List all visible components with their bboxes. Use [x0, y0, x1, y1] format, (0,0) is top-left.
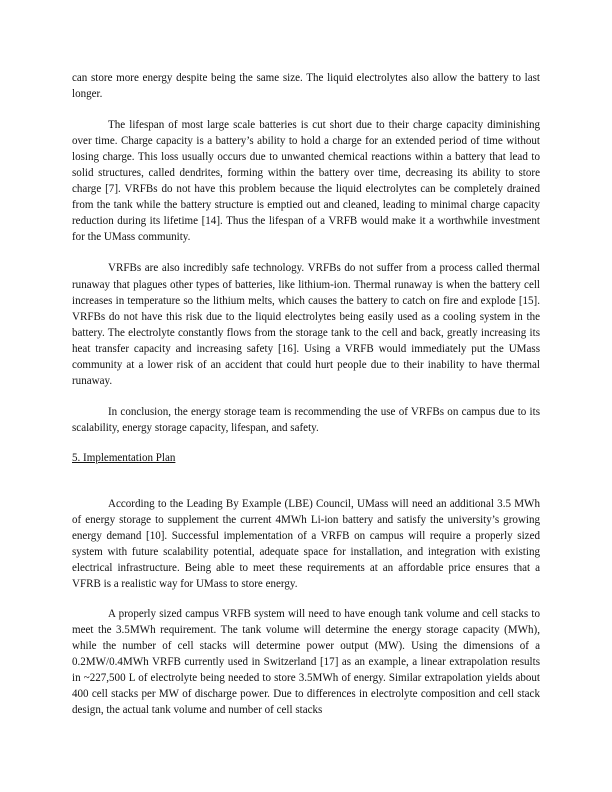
paragraph-lifespan: The lifespan of most large scale batteries is cut short due to their charge capacity diminishing over time. Charge capacity is a battery’s ability to hold a charge for an extended period of time without losing charge. This loss usually occurs due to unwanted chemical reactions within a battery that lead to solid structures, called dendrites, forming within the battery over time, decreasing its ability to store charge [7]. VRFBs do not have this problem because the liquid electrolytes can be completely drained from the tank while the battery structure is emptied out and cleaned, leading to minimal charge capacity reduction during its lifetime [14]. Thus the lifespan of a VRFB would make it a worthwhile investment for the UMass community. [72, 119, 540, 244]
paragraph-conclusion: In conclusion, the energy storage team is recommending the use of VRFBs on campus due to its scalability, energy storage capacity, lifespan, and safety. [72, 405, 540, 434]
section-heading: 5. Implementation Plan [72, 451, 176, 464]
paragraph-safety: VRFBs are also incredibly safe technology. VRFBs do not suffer from a process called thermal runaway that plagues other types of batteries, like lithium-ion. Thermal runaway is when the battery cell increases in temperature so the lithium melts, which causes the battery to catch on fire and explode [15]. VRFBs do not have this risk due to the liquid electrolytes being easily used as a cooling system in the battery. The electrolyte constantly flows from the storage tank to the cell and back, greatly increasing its heat transfer capacity and increasing safety [16]. Using a VRFB would immediately put the UMass community at a lower risk of an accident that could hurt people due to their inability to have thermal runaway. [72, 262, 540, 387]
paragraph-lbe-council: According to the Leading By Example (LBE) Council, UMass will need an additional 3.5 MWh of energy storage to supplement the current 4MWh Li-ion battery and satisfy the university’s growing energy demand [10]. Successful implementation of a VRFB on campus will require a properly sized system with future scalability potential, adequate space for installation, and integration with existing electrical infrastructure. Being able to meet these requirements at an affordable price ensures that a VFRB is a realistic way for UMass to store energy. [72, 497, 540, 591]
paragraph-sizing: A properly sized campus VRFB system will need to have enough tank volume and cell stacks to meet the 3.5MWh requirement. The tank volume will determine the energy storage capacity (MWh), while the number of cell stacks will determine power output (MW). Using the dimensions of a 0.2MW/0.4MWh VRFB currently used in Switzerland [17] as an example, a linear extrapolation results in ~227,500 L of electrolyte being needed to store 3.5MWh of energy. Similar extrapolation yields about 400 cell stacks per MW of discharge power. Due to differences in electrolyte composition and cell stack design, the actual tank volume and number of cell stacks [72, 607, 540, 717]
paragraph-continuation: can store more energy despite being the same size. The liquid electrolytes also allow the battery to last longer. [72, 72, 540, 101]
document-page [72, 70, 540, 718]
